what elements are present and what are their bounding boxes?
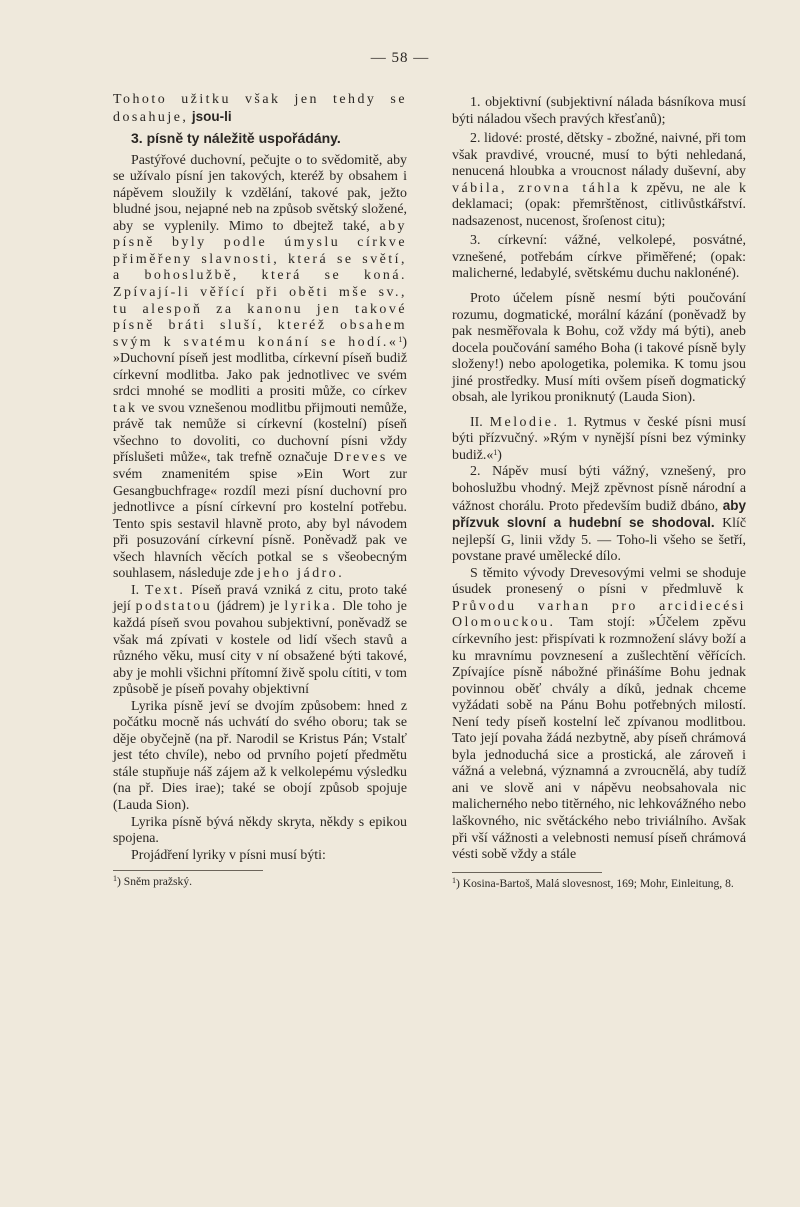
bold-text: aby přízvuk slovní a hudební se shodoval.	[452, 497, 746, 531]
text: Dle toho je každá píseň svou povahou subjektivní, poněvadž se však má zpívati v kostele od lidí všech stavů a různého věku, musí city v ní obsažené býti takové, aby je mohli všichni přítomní živě spolu cítiti, v tom způsobě je píseň povahy objektivní	[113, 599, 407, 698]
text: Pastýřové duchovní, pečujte o to svědomitě, aby se užívalo písní jen takových, kteréž by obsahem i nápěvem sloužily k vzdělání, takové pak, ježto bludné jsou, nejapné neb na způsob světský složené, aby se vyplenily. Mimo to dbejtež také,	[113, 152, 407, 234]
text: 2. lidové: prosté, dětsky - zbožné, naivné, při tom však pravdivé, vroucné, musí to býti nehledaná, nenucená hloubka a vroucnost nálady duševní, aby	[452, 131, 746, 180]
list-item-lidove	[452, 131, 746, 230]
spaced-text: jeho jádro.	[257, 566, 345, 582]
paragraph-lyrika-skryta: Lyrika písně bývá někdy skryta, někdy s epikou spojena.	[113, 814, 407, 847]
text: Píseň pravá vzniká z citu, proto také její	[113, 582, 407, 615]
intro-bold-text: jsou-li	[191, 108, 232, 124]
footnote-text: Sněm pražský.	[123, 875, 193, 889]
roman-numeral: I.	[131, 582, 140, 598]
left-column	[113, 92, 407, 889]
section-heading: 3. písně ty náležitě uspořádány.	[131, 130, 341, 147]
spaced-text: aby písně byly podle úmyslu církve přiměřeny slavnosti, která se světí, a bohoslužbě, která se koná. Zpívají-li věřící při oběti mše sv., tu alespoň za kanonu jen takové písně bráti sluší, kteréž obsahem svým k svatému konání se hodí.«	[113, 218, 407, 350]
subsection-title: Text.	[144, 582, 186, 598]
paragraph-drevesovymi	[452, 566, 746, 864]
text: Tam stojí: »Účelem zpěvu církevního jest: přispívati k rozmnožení slávy boží a ku mravnímu povznesení a zušlechtění věřících. Zpívajíce písně nábožné přinášíme Bohu jednak povinnou oběť chvály a díků, jednak chceme vyžádati sobě na Pánu Bohu potřebných milostí. Není tedy píseň kostelní leč zpívanou modlitbou. Tato její povaha žádá nezbytně, aby píseň chrámová byla jednoduchá sice a prostická, ale zároveň i vážná a velebná, významná a zvroucnělá, aby tudíž ani ve slově ani v nápěvu neobsahovala nic malicherného nebo titěrného, nic lehkovážného nebo laškovného, nic světáckého nebo triviálního. Avšak při vší vážnosti a velebnosti nemusí píseň chrámová vésti sobě vždy a stále	[452, 615, 746, 863]
text: 2. Nápěv musí býti vážný, vznešený, pro bohoslužbu vhodný. Mejž zpěvnost písně národní a vážnost chorálu. Proto především budiž dbáno,	[452, 464, 746, 514]
text: Klíč nejlepší G, linii vždy 5. — Toho-li všeho se šetří, povstane pravé umělecké dílo.	[452, 516, 746, 565]
text: ve svém znamenitém spise »Ein Wort zur Gesangbuchfrage« rozdíl mezi písní duchovní pro jednotlivce a písní církevní pro kostelní potřebu. Tento spis sestavil hlavně proto, aby byl návodem při posuzování církevní písně. Poněvadž pak ve všech hlavních věcích potkal se s všeobecným souhlasem, následuje zde	[113, 450, 407, 582]
intro-paragraph	[113, 92, 407, 126]
text: ve svou vznešenou modlitbu přijmouti nemůže, právě tak nemůže si církevní (kostelní) píseň všechno to dovoliti, co duchovní písni vždy příslušeti může«, tak trefně označuje	[113, 400, 407, 466]
spaced-text: lyrika.	[284, 599, 338, 615]
list-item-cirkevni: 3. církevní: vážné, velkolepé, posvátné, vznešené, potřebám církve přiměřené; (opak: malicherné, ledabylé, světskému duchu naklonéné).	[452, 233, 746, 282]
page-number: — 58 —	[370, 50, 430, 66]
footnote-ref: 1	[398, 334, 403, 344]
text: (jádrem) je	[216, 599, 280, 615]
text: S těmito vývody Drevesovými velmi se shoduje úsudek pronesený o písni v předmluvě	[452, 565, 746, 598]
paragraph-melodie	[452, 415, 746, 465]
intro-spaced-text: Tohoto užitku však jen tehdy se dosahuje,	[113, 92, 407, 125]
list-item-objektivni: 1. objektivní (subjektivní nálada básníkova musí býti náladou všech pravých křesťanů);	[452, 95, 746, 127]
text: ) »Duchovní píseň jest modlitba, církevní píseň budiž církevní modlitba. Jako pak jednotlivec ve svém srdci mnohé se modliti a prositi může, co církev	[113, 334, 407, 400]
footnote-text: Kosina-Bartoš, Malá slovesnost, 169; Mohr, Einleitung, 8.	[462, 876, 734, 890]
paragraph-text	[113, 583, 407, 699]
paragraph-lyrika: Lyrika písně jeví se dvojím způsobem: hned z počátku mocně nás uchvátí do svého oboru; tak se děje obyčejně (na př. Narodil se Kristus Pán; Vstalť jest této chvíle), nebo od prvního pojetí předmětu stále stupňuje náš zájem až k velkolepému výsledku (na př. Dies irae); také se obojí způsob spojuje (Lauda Sion).	[113, 698, 407, 813]
roman-numeral: II.	[470, 414, 483, 430]
spaced-text: tak	[113, 400, 138, 416]
text: )	[497, 447, 502, 463]
paragraph-proto: Proto účelem písně nesmí býti poučování rozumu, dogmatické, morální kázání (poněvadž by pak nesměřovala k Bohu, což vždy má býti), aneb docela poučování samého Boha (i takové písně byly složeny!) nebo apologetika, polemika. K tomu jsou jiné prostředky. Musí míti ovšem píseň dogmatický obsah, ale lyrikou proniknutý (Lauda Sion).	[452, 291, 746, 406]
paragraph-pastyrove	[113, 153, 407, 583]
right-column	[452, 92, 746, 891]
spaced-text: podstatou	[135, 599, 213, 615]
footnote: $^1$) Sněm pražský.	[113, 874, 193, 889]
footnote-ref: 1	[493, 447, 498, 457]
author-name: Dreves	[333, 450, 388, 466]
paragraph-napev	[452, 464, 746, 565]
paragraph-projadreni: Projádření lyriky v písni musí býti:	[131, 847, 326, 863]
text: 1. Rytmus v české písni musí býti přízvučný. »Rým v nynější písni bez výminky budiž.«	[452, 414, 746, 463]
footnote-mark: 1	[113, 874, 117, 884]
footnote-divider	[452, 872, 602, 873]
footnote-divider	[113, 870, 263, 871]
spaced-text: k Průvodu varhan pro arcidiecési Olomouckou.	[452, 582, 746, 631]
footnote-mark: 1	[452, 875, 456, 885]
text: k zpěvu, ne ale k deklamaci; (opak: přemrštěnost, citlivůstkářství. nadsazenost, nucenost, šroſenost citu);	[452, 180, 746, 229]
footnote: $^1$) Kosina-Bartoš, Malá slovesnost, 169; Mohr, Einleitung, 8.	[452, 875, 734, 890]
spaced-text: vábila, zrovna táhla	[452, 180, 622, 196]
subsection-title: Melodie.	[489, 414, 560, 430]
